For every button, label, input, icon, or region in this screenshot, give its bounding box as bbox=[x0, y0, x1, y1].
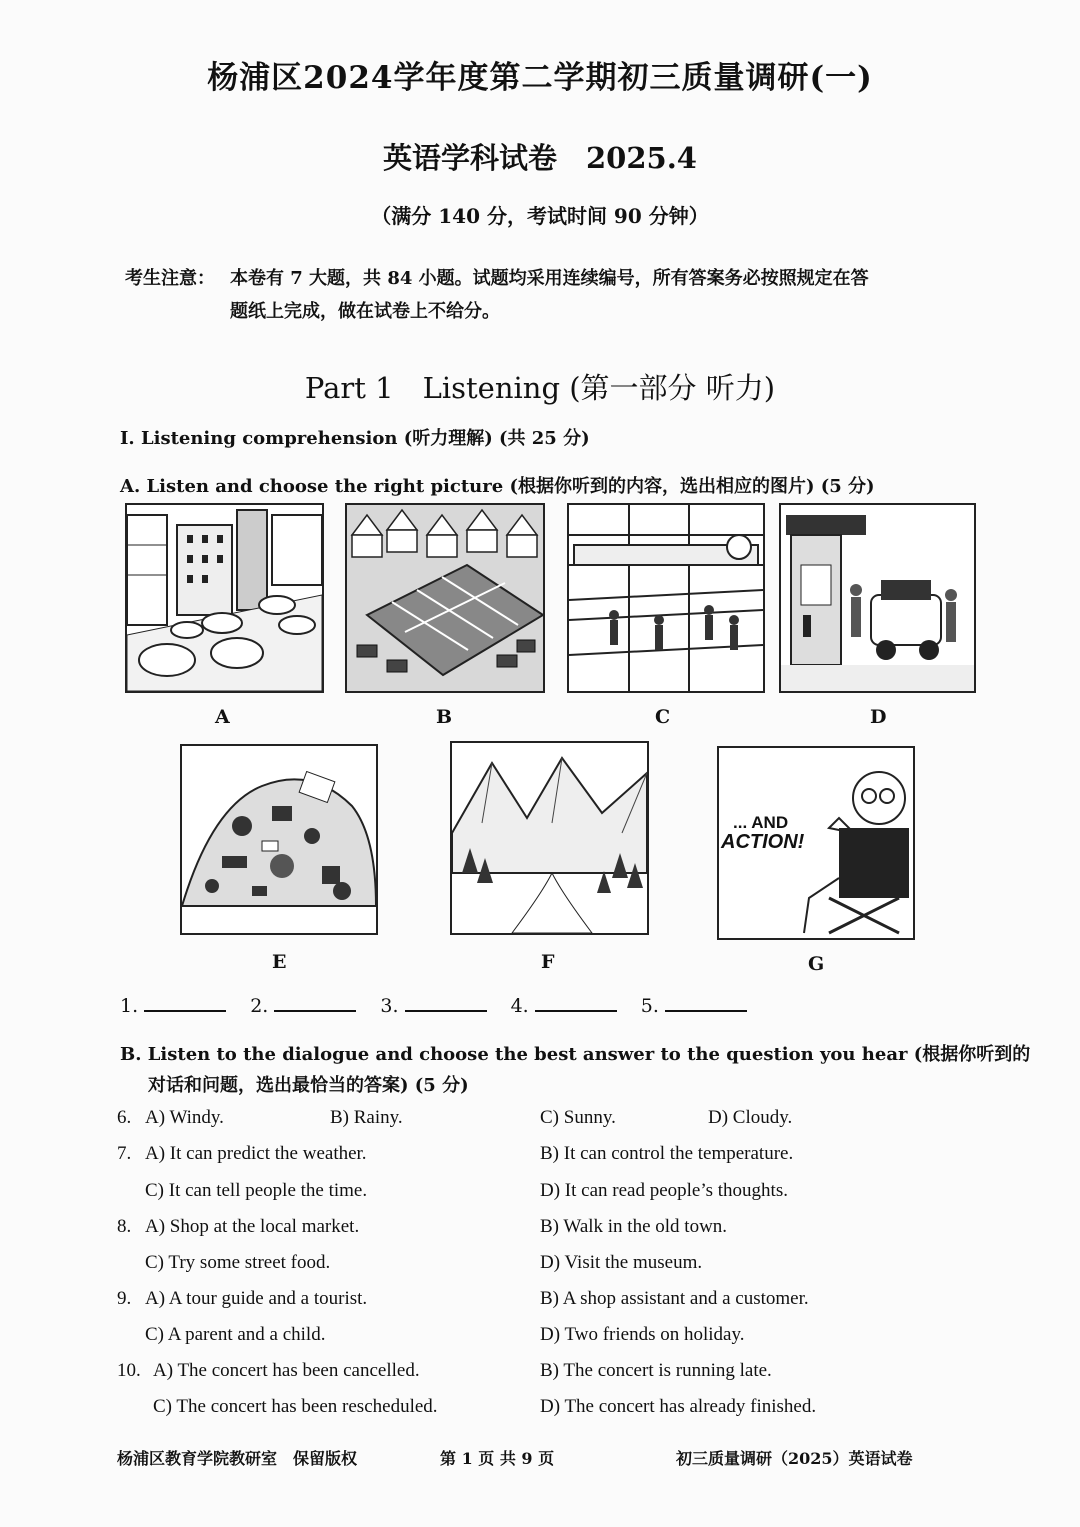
option-a: A) Windy. bbox=[145, 1107, 224, 1128]
option-a: A) It can predict the weather. bbox=[145, 1143, 367, 1164]
picture-e bbox=[180, 744, 378, 935]
footer-copyright: 杨浦区教育学院教研室 保留版权 bbox=[117, 1449, 358, 1468]
option-b: B) It can control the temperature. bbox=[540, 1143, 794, 1164]
option-c: C) The concert has been rescheduled. bbox=[153, 1396, 438, 1417]
answer-blank-2[interactable] bbox=[274, 992, 356, 1012]
footer-exam-name: 初三质量调研（2025）英语试卷 bbox=[676, 1449, 913, 1468]
picture-g bbox=[717, 746, 915, 940]
option-c: C) It can tell people the time. bbox=[145, 1180, 368, 1201]
section-B-heading-line-2: 对话和问题，选出最恰当的答案) (5 分) bbox=[148, 1075, 469, 1096]
option-b: B) Walk in the old town. bbox=[540, 1216, 728, 1237]
picture-label-f: F bbox=[541, 951, 555, 973]
option-d: D) It can read people’s thoughts. bbox=[540, 1180, 788, 1201]
notice bbox=[125, 262, 975, 328]
footer-page-number: 第 1 页 共 9 页 bbox=[440, 1449, 555, 1468]
picture-a bbox=[125, 503, 324, 693]
mountains-icon bbox=[452, 743, 647, 933]
gas-station-icon bbox=[781, 505, 974, 691]
picture-label-b: B bbox=[436, 706, 453, 728]
parking-lot-icon bbox=[347, 505, 543, 691]
section-A-heading: A. Listen and choose the right picture (根据你听到的内容，选出相应的图片) (5 分) bbox=[120, 476, 875, 497]
picture-label-e: E bbox=[272, 951, 287, 973]
blank-label-4: 4. bbox=[510, 995, 529, 1017]
answer-blank-3[interactable] bbox=[405, 992, 487, 1012]
exam-subject: 英语学科试卷 2025.4 bbox=[383, 141, 697, 175]
option-b: B) Rainy. bbox=[330, 1107, 403, 1128]
option-a: A) Shop at the local market. bbox=[145, 1216, 360, 1237]
answer-blank-5[interactable] bbox=[665, 992, 747, 1012]
option-c: C) Sunny. bbox=[540, 1107, 616, 1128]
picture-label-c: C bbox=[655, 706, 671, 728]
answer-blank-4[interactable] bbox=[535, 992, 617, 1012]
section-B-heading-line-1: B. Listen to the dialogue and choose the best answer to the question you hear (根据你听到的 bbox=[120, 1044, 1031, 1065]
notice-label: 考生注意： bbox=[125, 268, 215, 289]
section-I-heading: I. Listening comprehension (听力理解) (共 25 分) bbox=[120, 428, 590, 449]
picture-g-caption-1: ... AND bbox=[733, 813, 789, 832]
picture-label-a: A bbox=[215, 706, 230, 728]
blank-label-2: 2. bbox=[250, 995, 269, 1017]
picture-d bbox=[779, 503, 976, 693]
question-number: 8. bbox=[117, 1216, 132, 1237]
option-a: A) A tour guide and a tourist. bbox=[145, 1288, 368, 1309]
option-d: D) Cloudy. bbox=[708, 1107, 793, 1128]
blank-label-1: 1. bbox=[120, 995, 139, 1017]
picture-g-caption-2: ACTION! bbox=[721, 831, 805, 853]
picture-label-g: G bbox=[808, 953, 825, 975]
question-number: 9. bbox=[117, 1288, 132, 1309]
picture-f bbox=[450, 741, 649, 935]
film-director-icon bbox=[719, 748, 913, 938]
question-number: 6. bbox=[117, 1107, 132, 1128]
option-c: C) Try some street food. bbox=[145, 1252, 331, 1273]
option-b: B) The concert is running late. bbox=[540, 1360, 772, 1381]
exam-title: 杨浦区2024学年度第二学期初三质量调研(一) bbox=[207, 60, 873, 96]
question-number: 7. bbox=[117, 1143, 132, 1164]
picture-label-d: D bbox=[870, 706, 887, 728]
picture-b bbox=[345, 503, 545, 693]
option-a: A) The concert has been cancelled. bbox=[153, 1360, 420, 1381]
question-number: 10. bbox=[117, 1360, 141, 1381]
notice-line-2: 题纸上完成，做在试卷上不给分。 bbox=[230, 301, 500, 322]
option-d: D) The concert has already finished. bbox=[540, 1396, 817, 1417]
picture-c bbox=[567, 503, 765, 693]
option-d: D) Two friends on holiday. bbox=[540, 1324, 745, 1345]
score-time: （满分 140 分，考试时间 90 分钟） bbox=[371, 204, 709, 228]
part-title: Part 1 Listening (第一部分 听力) bbox=[304, 371, 776, 405]
garbage-pile-icon bbox=[182, 746, 376, 933]
option-c: C) A parent and a child. bbox=[145, 1324, 326, 1345]
answer-blank-1[interactable] bbox=[144, 992, 226, 1012]
option-b: B) A shop assistant and a customer. bbox=[540, 1288, 809, 1309]
option-d: D) Visit the museum. bbox=[540, 1252, 703, 1273]
answer-blanks bbox=[120, 992, 765, 1017]
traffic-street-icon bbox=[127, 505, 322, 691]
blank-label-5: 5. bbox=[640, 995, 659, 1017]
blank-label-3: 3. bbox=[380, 995, 399, 1017]
train-station-icon bbox=[569, 505, 763, 691]
notice-line-1: 本卷有 7 大题，共 84 小题。试题均采用连续编号，所有答案务必按照规定在答 bbox=[230, 268, 869, 289]
